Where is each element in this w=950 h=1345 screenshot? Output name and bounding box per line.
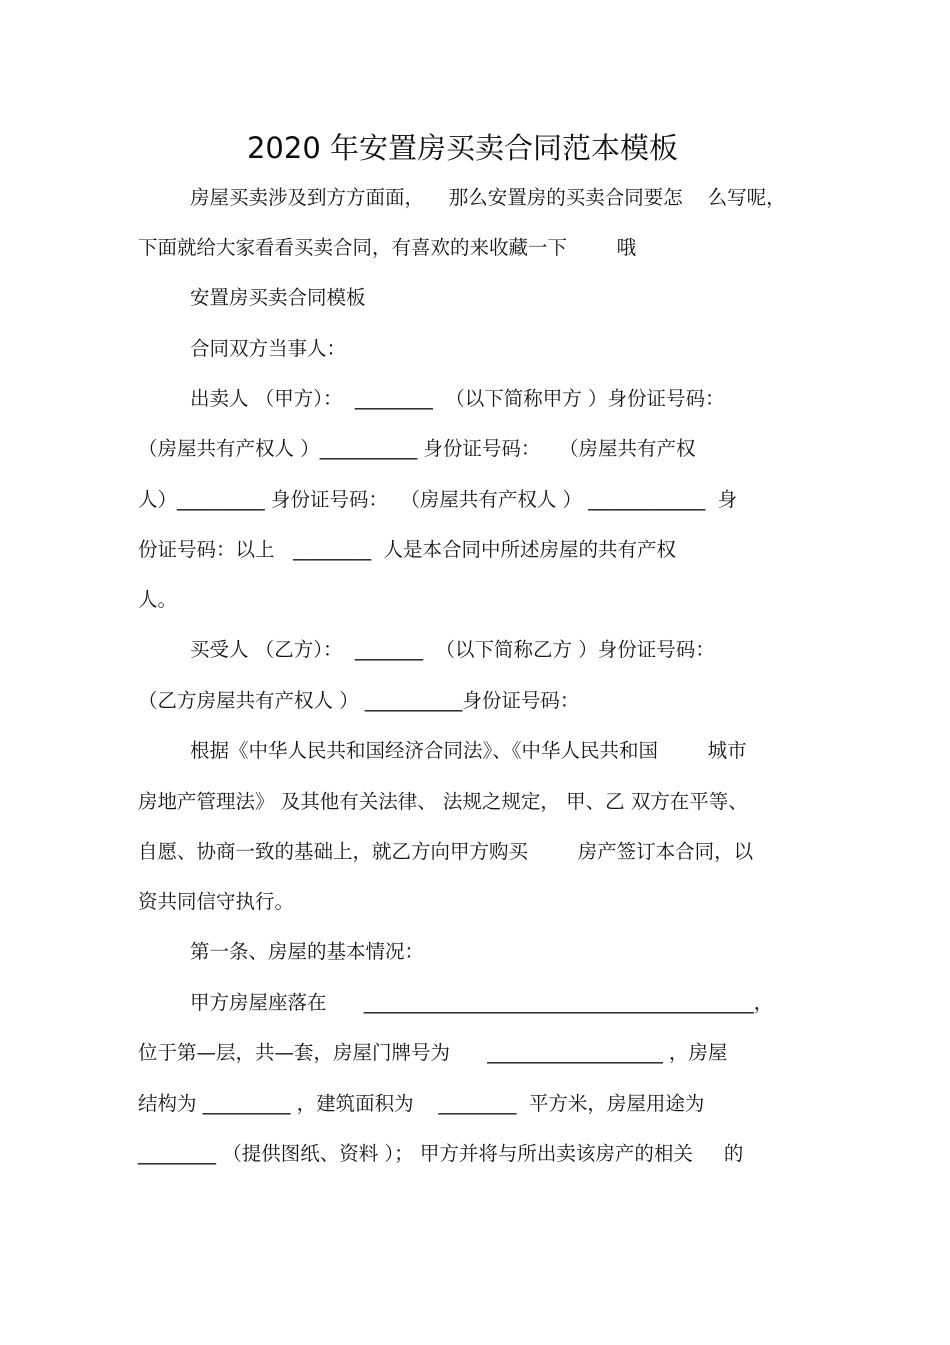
- paragraph-line: 自愿、协商一致的基础上，就乙方向甲方购买 房产签订本合同，以: [138, 840, 754, 863]
- paragraph-line: 人。: [138, 588, 178, 611]
- paragraph-line: 人）_________ 身份证号码： （房屋共有产权人 ） ____________ 身: [138, 488, 738, 511]
- paragraph-line: 份证号码：以上 ________ 人是本合同中所述房屋的共有产权: [138, 538, 676, 561]
- paragraph-line: 安置房买卖合同模板: [190, 286, 366, 309]
- paragraph-line: （房屋共有产权人 ）__________ 身份证号码： （房屋共有产权: [138, 437, 696, 460]
- paragraph-line: 甲方房屋座落在 ________________________________________，: [190, 991, 774, 1014]
- paragraph-line: 结构为 _________ ，建筑面积为 ________ 平方米，房屋用途为: [138, 1092, 705, 1115]
- paragraph-line: 下面就给大家看看买卖合同，有喜欢的来收藏一下 哦: [138, 236, 637, 259]
- document-title: 2020 年安置房买卖合同范本模板: [246, 131, 679, 165]
- paragraph-line: 房屋买卖涉及到方方面面， 那么安置房的买卖合同要怎 么写呢，: [190, 186, 786, 209]
- paragraph-line: 合同双方当事人：: [190, 337, 347, 360]
- paragraph-line: ________ （提供图纸、资料 ）； 甲方并将与所出卖该房产的相关 的: [138, 1142, 744, 1165]
- paragraph-line: 出卖人 （甲方）： ________ （以下简称甲方 ）身份证号码：: [190, 387, 725, 410]
- paragraph-line: 买受人 （乙方）： _______ （以下简称乙方 ）身份证号码：: [190, 638, 715, 661]
- paragraph-line: 房地产管理法》 及其他有关法律、 法规之规定， 甲、乙 双方在平等、: [138, 790, 748, 813]
- paragraph-line: 位于第—层，共—套，房屋门牌号为 __________________ ，房屋: [138, 1041, 728, 1064]
- paragraph-line: 根据《中华人民共和国经济合同法》、《中华人民共和国 城市: [190, 739, 747, 762]
- paragraph-line: （乙方房屋共有产权人 ） __________身份证号码：: [138, 689, 580, 712]
- paragraph-line: 资共同信守执行。: [138, 890, 295, 913]
- paragraph-line: 第一条、房屋的基本情况：: [190, 940, 425, 963]
